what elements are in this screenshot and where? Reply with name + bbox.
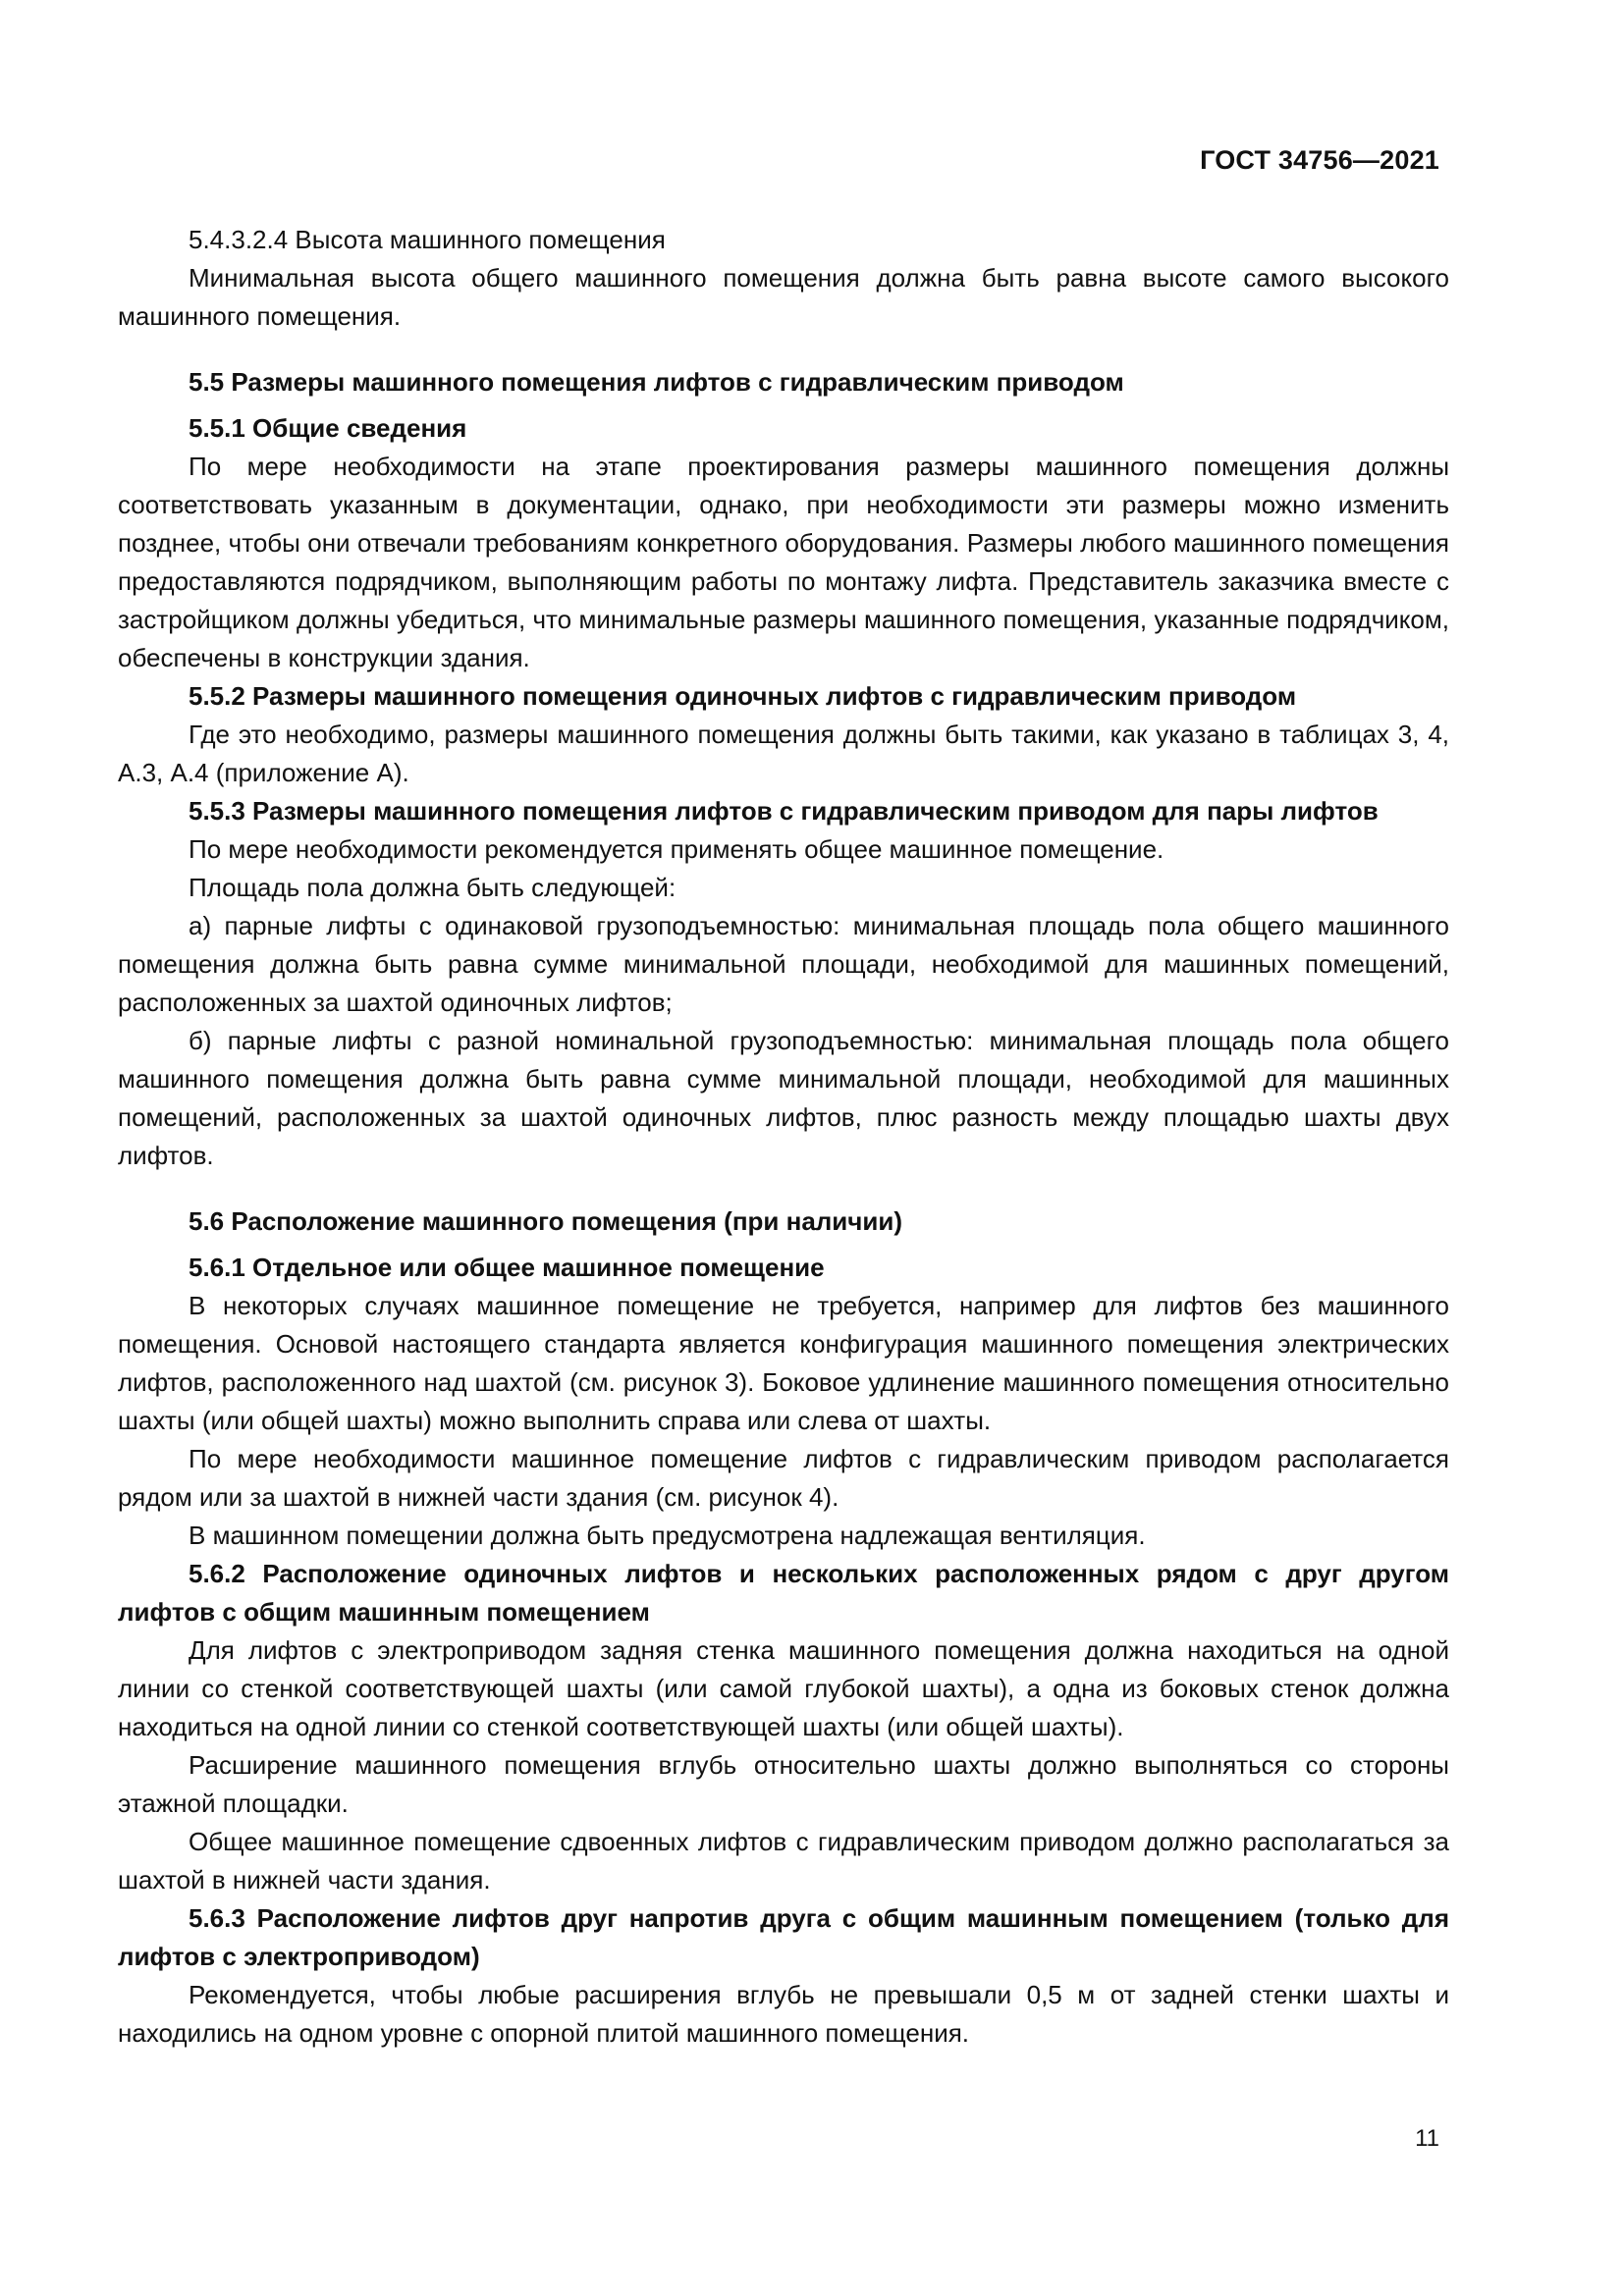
clause-5-5-3-heading: 5.5.3 Размеры машинного помещения лифтов с гидравлическим приводом для пары лифтов	[189, 796, 1379, 826]
paragraph: Где это необходимо, размеры машинного помещения должны быть такими, как указано в таблицах 3, 4, А.3, А.4 (приложение А).	[118, 720, 1449, 787]
section-5-6-heading: 5.6 Расположение машинного помещения (при наличии)	[189, 1206, 902, 1236]
paragraph: Расширение машинного помещения вглубь относительно шахты должно выполняться со стороны этажной площадки.	[118, 1750, 1449, 1818]
section-5-5-heading: 5.5 Размеры машинного помещения лифтов с гидравлическим приводом	[189, 367, 1124, 397]
clause-5-6-3-heading: 5.6.3 Расположение лифтов друг напротив друга с общим машинным помещением (только для лифтов с электроприводом)	[118, 1903, 1449, 1971]
standard-id-header: ГОСТ 34756—2021	[1200, 145, 1439, 175]
paragraph: В некоторых случаях машинное помещение не требуется, например для лифтов без машинного помещения. Основой настоящего стандарта является конфигурация машинного помещения электрических лифтов, расположенного над шахтой (см. рисунок 3). Боковое удлинение машинного помещения относительно шахты (или общей шахты) можно выполнить справа или слева от шахты.	[118, 1291, 1449, 1435]
document-body	[118, 221, 1449, 2053]
paragraph: Площадь пола должна быть следующей:	[189, 873, 677, 902]
paragraph: Минимальная высота общего машинного помещения должна быть равна высоте самого высокого машинного помещения.	[118, 263, 1449, 331]
list-item: а) парные лифты с одинаковой грузоподъемностью: минимальная площадь пола общего машинного помещения должна быть равна сумме минимальной площади, необходимой для машинных помещений, расположенных за шахтой одиночных лифтов;	[118, 911, 1449, 1017]
page-number: 11	[1415, 2125, 1439, 2152]
paragraph: По мере необходимости на этапе проектирования размеры машинного помещения должны соответствовать указанным в документации, однако, при необходимости эти размеры можно изменить позднее, чтобы они отвечали требованиям конкретного оборудования. Размеры любого машинного помещения предоставляются подрядчиком, выполняющим работы по монтажу лифта. Представитель заказчика вместе с застройщиком должны убедиться, что минимальные размеры машинного помещения, указанные подрядчиком, обеспечены в конструкции здания.	[118, 452, 1449, 672]
clause-5-5-1-heading: 5.5.1 Общие сведения	[189, 413, 467, 443]
clause-5-5-2-heading: 5.5.2 Размеры машинного помещения одиночных лифтов с гидравлическим приводом	[189, 681, 1297, 711]
paragraph: Рекомендуется, чтобы любые расширения вглубь не превышали 0,5 м от задней стенки шахты и находились на одном уровне с опорной плитой машинного помещения.	[118, 1980, 1449, 2048]
clause-5-4-3-2-4-heading: 5.4.3.2.4 Высота машинного помещения	[189, 225, 666, 254]
clause-5-6-1-heading: 5.6.1 Отдельное или общее машинное помещение	[189, 1253, 825, 1282]
list-item: б) парные лифты с разной номинальной грузоподъемностью: минимальная площадь пола общего машинного помещения должна быть равна сумме минимальной площади, необходимой для машинных помещений, расположенных за шахтой одиночных лифтов, плюс разность между площадью шахты двух лифтов.	[118, 1026, 1449, 1170]
paragraph: Для лифтов с электроприводом задняя стенка машинного помещения должна находиться на одной линии со стенкой соответствующей шахты (или самой глубокой шахты), а одна из боковых стенок должна находиться на одной линии со стенкой соответствующей шахты (или общей шахты).	[118, 1635, 1449, 1741]
paragraph: По мере необходимости машинное помещение лифтов с гидравлическим приводом располагается рядом или за шахтой в нижней части здания (см. рисунок 4).	[118, 1444, 1449, 1512]
paragraph: В машинном помещении должна быть предусмотрена надлежащая вентиляция.	[189, 1521, 1146, 1550]
paragraph: Общее машинное помещение сдвоенных лифтов с гидравлическим приводом должно располагаться за шахтой в нижней части здания.	[118, 1827, 1449, 1895]
paragraph: По мере необходимости рекомендуется применять общее машинное помещение.	[189, 834, 1164, 864]
clause-5-6-2-heading: 5.6.2 Расположение одиночных лифтов и нескольких расположенных рядом с друг другом лифтов с общим машинным помещением	[118, 1559, 1449, 1627]
